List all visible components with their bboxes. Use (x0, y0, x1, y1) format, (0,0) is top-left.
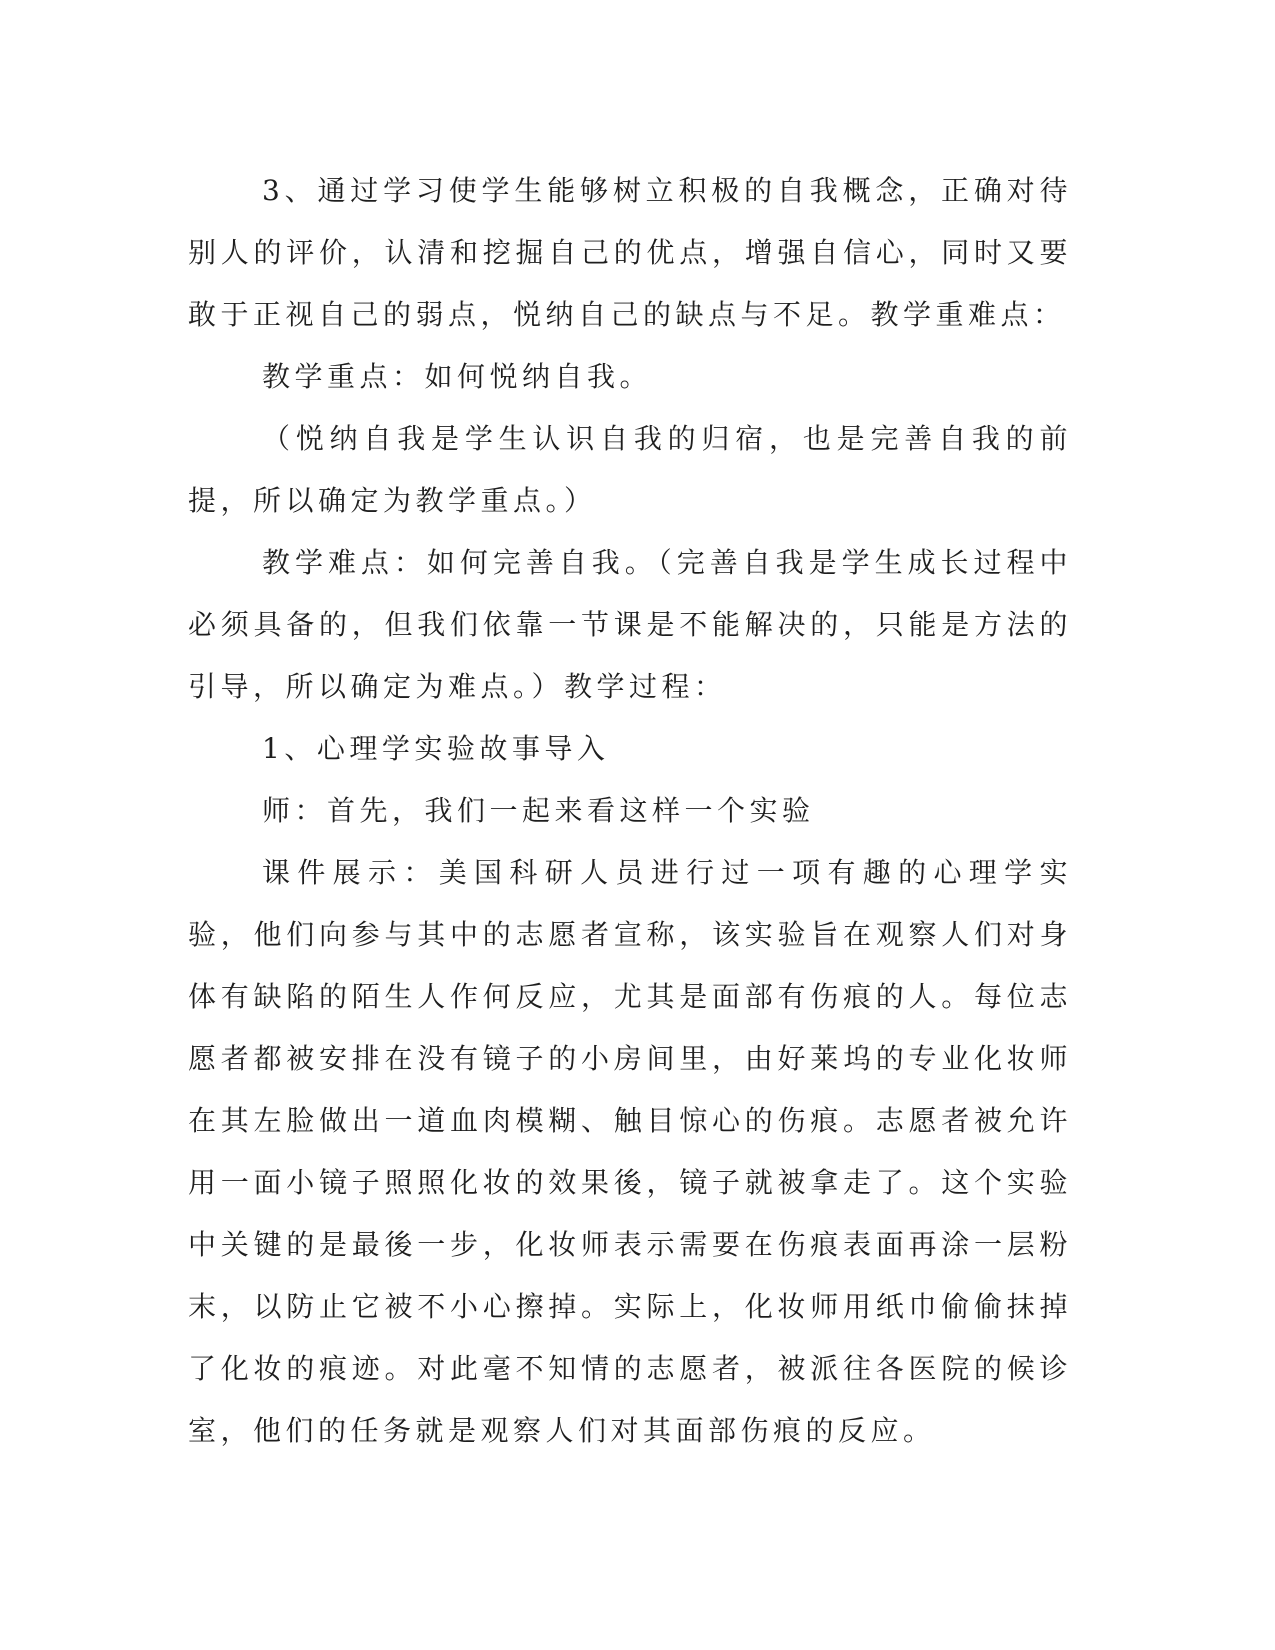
teaching-difficulty-paragraph: 教学难点：如何完善自我。（完善自我是学生成长过程中必须具备的，但我们依靠一节课是不能解决的，只能是方法的引导，所以确定为难点。）教学过程： (188, 546, 1072, 703)
courseware-paragraph: 课件展示：美国科研人员进行过一项有趣的心理学实验，他们向参与其中的志愿者宣称，该实验旨在观察人们对身体有缺陷的陌生人作何反应，尤其是面部有伤痕的人。每位志愿者都被安排在没有镜子的小房间里，由好莱坞的专业化妆师在其左脸做出一道血肉模糊、触目惊心的伤痕。志愿者被允许用一面小镜子照照化妆的效果後，镜子就被拿走了。这个实验中关键的是最後一步，化妆师表示需要在伤痕表面再涂一层粉末，以防止它被不小心擦掉。实际上，化妆师用纸巾偷偷抹掉了化妆的痕迹。对此毫不知情的志愿者，被派往各医院的候诊室，他们的任务就是观察人们对其面部伤痕的反应。 (188, 856, 1072, 1447)
section-heading-experiment: 1、心理学实验故事导入 (262, 732, 610, 765)
focus-explanation-paragraph: （悦纳自我是学生认识自我的归宿，也是完善自我的前提，所以确定为教学重点。） (188, 422, 1072, 517)
objective-paragraph: 3、通过学习使学生能够树立积极的自我概念，正确对待别人的评价，认清和挖掘自己的优点，增强自信心，同时又要敢于正视自己的弱点，悦纳自己的缺点与不足。教学重难点： (188, 174, 1072, 331)
teacher-intro-paragraph: 师：首先，我们一起来看这样一个实验 (262, 794, 815, 827)
document-body (188, 160, 1072, 1462)
teaching-focus-paragraph: 教学重点：如何悦纳自我。 (262, 360, 653, 393)
